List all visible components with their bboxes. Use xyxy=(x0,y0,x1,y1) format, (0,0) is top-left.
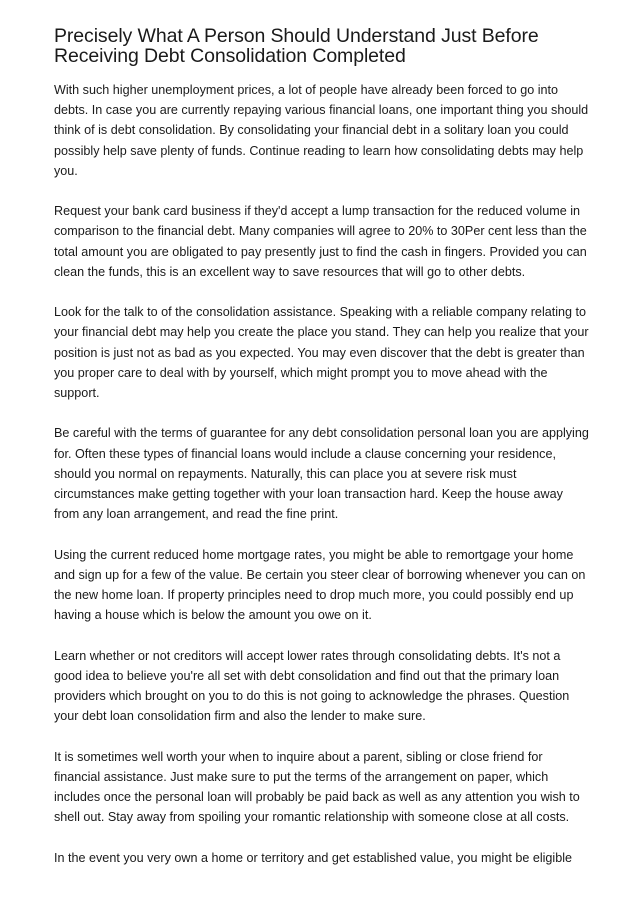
paragraph-6: Learn whether or not creditors will accept lower rates through consolidating debts. It's not a good idea to believe you're all set with debt consolidation and find out that the primary loan providers which brought on you to do this is not going to acknowledge the phrases. Question your debt loan consolidation firm and also the lender to make sure. xyxy=(54,648,570,724)
paragraph-3: Look for the talk to of the consolidation assistance. Speaking with a reliable company relating to your financial debt may help you create the place you stand. They can help you realize that your position is just not as bad as you expected. You may even discover that the debt is greater than you proper care to deal with by yourself, which might prompt you to move ahead with the support. xyxy=(54,305,589,401)
paragraph-7: It is sometimes well worth your when to inquire about a parent, sibling or close friend for financial assistance. Just make sure to put the terms of the arrangement on paper, which includes once the personal loan will probably be paid back as well as any attention you wish to shell out. Stay away from spoiling your romantic relationship with someone close at all costs. xyxy=(54,749,580,825)
title-line-1: Precisely What A Person Should Understand Just Before xyxy=(54,25,539,47)
document-title xyxy=(54,26,590,66)
paragraph-8: In the event you very own a home or territory and get established value, you might be eligible xyxy=(54,850,573,865)
paragraph-4: Be careful with the terms of guarantee for any debt consolidation personal loan you are applying for. Often these types of financial loans would include a clause concerning your residence, should you normal on repayments. Naturally, this can place you at severe risk must circumstances make getting together with your loan transaction hard. Keep the house away from any loan arrangement, and read the fine print. xyxy=(54,426,589,522)
document-page xyxy=(54,26,590,868)
paragraph-2: Request your bank card business if they'd accept a lump transaction for the reduced volume in comparison to the financial debt. Many companies will agree to 20% to 30Per cent less than the total amount you are obligated to pay presently just to find the cash in fingers. Provided you can clean the funds, this is an excellent way to save resources that will go to other debts. xyxy=(54,204,587,279)
paragraph-5: Using the current reduced home mortgage rates, you might be able to remortgage your home and sign up for a few of the value. Be certain you steer clear of borrowing whenever you can on the new home loan. If property principles need to drop much more, you could possibly end up having a house which is below the amount you owe on it. xyxy=(54,547,586,623)
title-line-2: Receiving Debt Consolidation Completed xyxy=(54,45,406,67)
paragraph-1: With such higher unemployment prices, a lot of people have already been forced to go into debts. In case you are currently repaying various financial loans, one important thing you should think of is debt consolidation. By consolidating your financial debt in a solitary loan you could possibly help save plenty of funds. Continue reading to learn how consolidating debts may help you. xyxy=(54,83,589,178)
